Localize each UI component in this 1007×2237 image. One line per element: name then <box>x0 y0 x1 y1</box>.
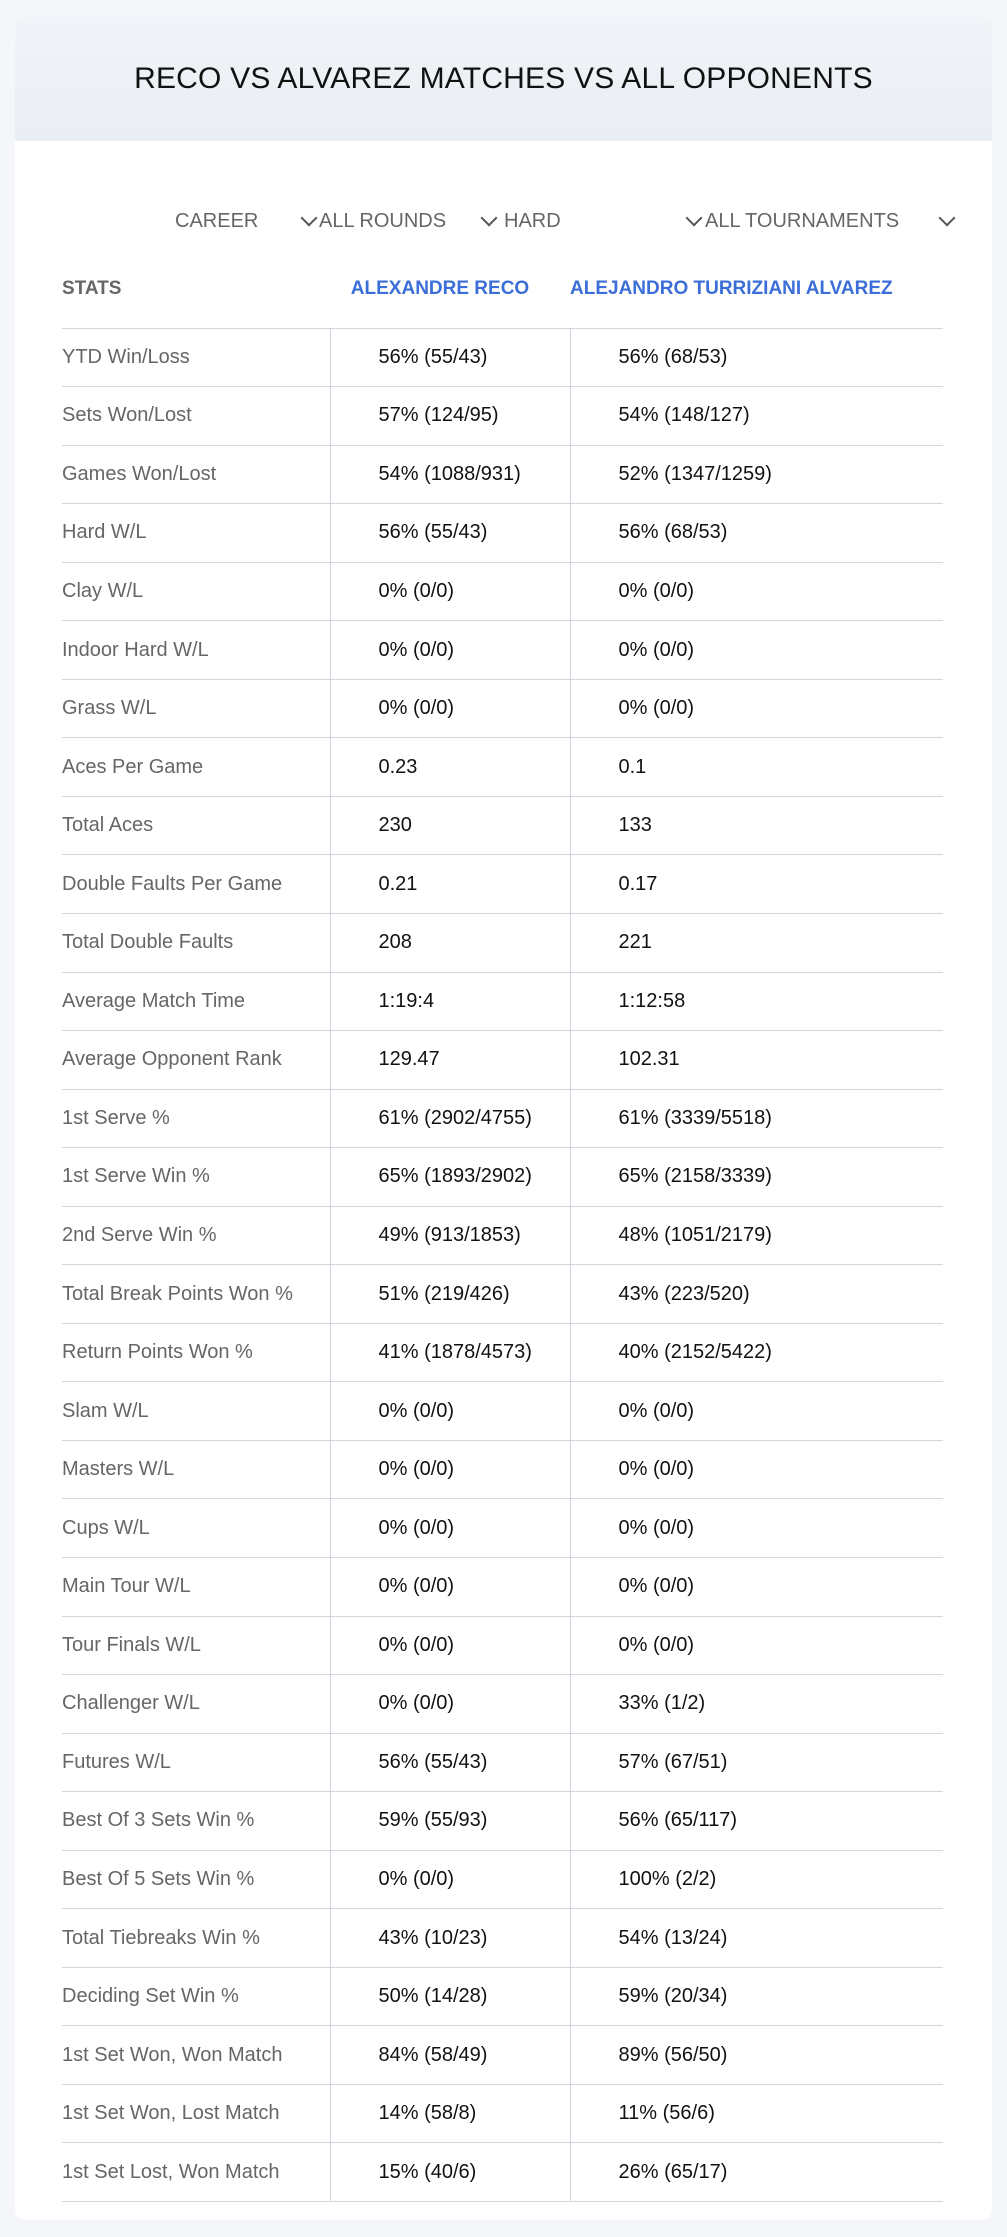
player2-value: 52% (1347/1259) <box>570 445 943 504</box>
player2-value: 1:12:58 <box>570 972 943 1031</box>
table-row <box>62 1265 943 1324</box>
player1-value: 0.23 <box>330 738 570 797</box>
player1-value: 49% (913/1853) <box>330 1206 570 1265</box>
table-row <box>62 504 943 563</box>
period-select[interactable] <box>175 186 315 256</box>
player1-value: 61% (2902/4755) <box>330 1089 570 1148</box>
player2-value: 59% (20/34) <box>570 1967 943 2026</box>
player1-value: 57% (124/95) <box>330 387 570 446</box>
player1-column-header[interactable]: ALEXANDRE RECO <box>330 254 570 328</box>
tournaments-select[interactable] <box>705 186 953 256</box>
player2-value: 61% (3339/5518) <box>570 1089 943 1148</box>
player1-value: 50% (14/28) <box>330 1967 570 2026</box>
table-row <box>62 1089 943 1148</box>
table-row <box>62 913 943 972</box>
player1-value: 129.47 <box>330 1031 570 1090</box>
chevron-down-icon <box>481 210 498 227</box>
table-row <box>62 562 943 621</box>
stat-label: Best Of 5 Sets Win % <box>62 1850 330 1909</box>
player2-value: 0% (0/0) <box>570 1557 943 1616</box>
player2-value: 0% (0/0) <box>570 1440 943 1499</box>
table-row <box>62 1557 943 1616</box>
stat-label: Deciding Set Win % <box>62 1967 330 2026</box>
table-row <box>62 1148 943 1207</box>
stat-label: Cups W/L <box>62 1499 330 1558</box>
table-row <box>62 1792 943 1851</box>
stat-label: Hard W/L <box>62 504 330 563</box>
stat-label: Challenger W/L <box>62 1675 330 1734</box>
player1-value: 0% (0/0) <box>330 1382 570 1441</box>
chevron-down-icon <box>686 210 703 227</box>
player1-value: 84% (58/49) <box>330 2026 570 2085</box>
stat-label: Masters W/L <box>62 1440 330 1499</box>
player1-value: 65% (1893/2902) <box>330 1148 570 1207</box>
stats-table-body <box>62 328 943 2202</box>
player1-value: 0% (0/0) <box>330 1616 570 1675</box>
player1-value: 56% (55/43) <box>330 504 570 563</box>
player2-value: 102.31 <box>570 1031 943 1090</box>
player2-value: 221 <box>570 913 943 972</box>
player2-value: 54% (148/127) <box>570 387 943 446</box>
stat-label: 1st Set Won, Lost Match <box>62 2084 330 2143</box>
player1-value: 41% (1878/4573) <box>330 1323 570 1382</box>
player1-value: 208 <box>330 913 570 972</box>
surface-select[interactable] <box>504 186 700 256</box>
table-row <box>62 1909 943 1968</box>
table-row <box>62 1031 943 1090</box>
player1-value: 56% (55/43) <box>330 1733 570 1792</box>
period-select-value: CAREER <box>175 209 259 232</box>
rounds-select[interactable] <box>319 186 495 256</box>
player1-value: 59% (55/93) <box>330 1792 570 1851</box>
stat-label: Sets Won/Lost <box>62 387 330 446</box>
stats-column-header: STATS <box>62 254 330 328</box>
player2-value: 54% (13/24) <box>570 1909 943 1968</box>
player2-value: 0% (0/0) <box>570 1499 943 1558</box>
player2-value: 11% (56/6) <box>570 2084 943 2143</box>
player2-value: 48% (1051/2179) <box>570 1206 943 1265</box>
chevron-down-icon <box>939 210 956 227</box>
player1-value: 0% (0/0) <box>330 1675 570 1734</box>
stat-label: Main Tour W/L <box>62 1557 330 1616</box>
player1-value: 0% (0/0) <box>330 621 570 680</box>
table-header-row <box>62 254 943 328</box>
table-row <box>62 1206 943 1265</box>
player2-value: 43% (223/520) <box>570 1265 943 1324</box>
player1-value: 0% (0/0) <box>330 1499 570 1558</box>
table-row <box>62 796 943 855</box>
stat-label: Aces Per Game <box>62 738 330 797</box>
player2-value: 33% (1/2) <box>570 1675 943 1734</box>
stat-label: Total Tiebreaks Win % <box>62 1909 330 1968</box>
stat-label: Slam W/L <box>62 1382 330 1441</box>
table-row <box>62 2084 943 2143</box>
surface-select-value: HARD <box>504 209 561 232</box>
table-row <box>62 1499 943 1558</box>
player2-value: 40% (2152/5422) <box>570 1323 943 1382</box>
stat-label: Grass W/L <box>62 679 330 738</box>
player1-value: 54% (1088/931) <box>330 445 570 504</box>
stats-card <box>15 16 992 2220</box>
stat-label: Total Break Points Won % <box>62 1265 330 1324</box>
player2-value: 0.1 <box>570 738 943 797</box>
player1-value: 0% (0/0) <box>330 562 570 621</box>
card-header <box>15 16 992 141</box>
page-title: RECO VS ALVAREZ MATCHES VS ALL OPPONENTS <box>134 61 873 95</box>
stat-label: 1st Serve % <box>62 1089 330 1148</box>
stat-label: Clay W/L <box>62 562 330 621</box>
player1-value: 43% (10/23) <box>330 1909 570 1968</box>
filter-bar <box>15 186 992 256</box>
table-row <box>62 2026 943 2085</box>
player2-value: 0% (0/0) <box>570 1382 943 1441</box>
table-row <box>62 1440 943 1499</box>
player2-value: 0% (0/0) <box>570 621 943 680</box>
stat-label: 1st Set Lost, Won Match <box>62 2143 330 2202</box>
table-row <box>62 1850 943 1909</box>
stat-label: Tour Finals W/L <box>62 1616 330 1675</box>
table-row <box>62 1616 943 1675</box>
stat-label: 1st Serve Win % <box>62 1148 330 1207</box>
stats-table <box>62 254 943 2202</box>
stat-label: 1st Set Won, Won Match <box>62 2026 330 2085</box>
player2-value: 57% (67/51) <box>570 1733 943 1792</box>
stat-label: YTD Win/Loss <box>62 328 330 387</box>
stat-label: Double Faults Per Game <box>62 855 330 914</box>
table-row <box>62 972 943 1031</box>
stat-label: Total Aces <box>62 796 330 855</box>
player1-value: 14% (58/8) <box>330 2084 570 2143</box>
player2-value: 100% (2/2) <box>570 1850 943 1909</box>
stat-label: Total Double Faults <box>62 913 330 972</box>
player1-value: 1:19:4 <box>330 972 570 1031</box>
tournaments-select-value: ALL TOURNAMENTS <box>705 209 900 232</box>
table-row <box>62 1675 943 1734</box>
table-row <box>62 1323 943 1382</box>
player2-value: 26% (65/17) <box>570 2143 943 2202</box>
table-row <box>62 738 943 797</box>
player2-value: 56% (65/117) <box>570 1792 943 1851</box>
player2-value: 0% (0/0) <box>570 1616 943 1675</box>
player1-value: 15% (40/6) <box>330 2143 570 2202</box>
stat-label: Indoor Hard W/L <box>62 621 330 680</box>
player1-value: 0% (0/0) <box>330 1440 570 1499</box>
player1-value: 0.21 <box>330 855 570 914</box>
stat-label: Average Opponent Rank <box>62 1031 330 1090</box>
table-row <box>62 2143 943 2202</box>
player2-value: 56% (68/53) <box>570 504 943 563</box>
player2-value: 0.17 <box>570 855 943 914</box>
player2-value: 0% (0/0) <box>570 679 943 738</box>
table-row <box>62 387 943 446</box>
player2-value: 89% (56/50) <box>570 2026 943 2085</box>
table-row <box>62 1967 943 2026</box>
stat-label: Futures W/L <box>62 1733 330 1792</box>
stat-label: Games Won/Lost <box>62 445 330 504</box>
stat-label: Return Points Won % <box>62 1323 330 1382</box>
table-row <box>62 621 943 680</box>
table-row <box>62 1382 943 1441</box>
player2-column-header[interactable]: ALEJANDRO TURRIZIANI ALVAREZ <box>570 254 943 328</box>
player2-value: 0% (0/0) <box>570 562 943 621</box>
player1-value: 0% (0/0) <box>330 1557 570 1616</box>
table-row <box>62 445 943 504</box>
player1-value: 51% (219/426) <box>330 1265 570 1324</box>
table-row <box>62 679 943 738</box>
stat-label: Average Match Time <box>62 972 330 1031</box>
player2-value: 56% (68/53) <box>570 328 943 387</box>
rounds-select-value: ALL ROUNDS <box>319 209 447 232</box>
player2-value: 65% (2158/3339) <box>570 1148 943 1207</box>
stat-label: Best Of 3 Sets Win % <box>62 1792 330 1851</box>
player1-value: 0% (0/0) <box>330 679 570 738</box>
player1-value: 56% (55/43) <box>330 328 570 387</box>
table-row <box>62 855 943 914</box>
chevron-down-icon <box>301 210 318 227</box>
stat-label: 2nd Serve Win % <box>62 1206 330 1265</box>
table-row <box>62 328 943 387</box>
player2-value: 133 <box>570 796 943 855</box>
player1-value: 230 <box>330 796 570 855</box>
player1-value: 0% (0/0) <box>330 1850 570 1909</box>
table-row <box>62 1733 943 1792</box>
